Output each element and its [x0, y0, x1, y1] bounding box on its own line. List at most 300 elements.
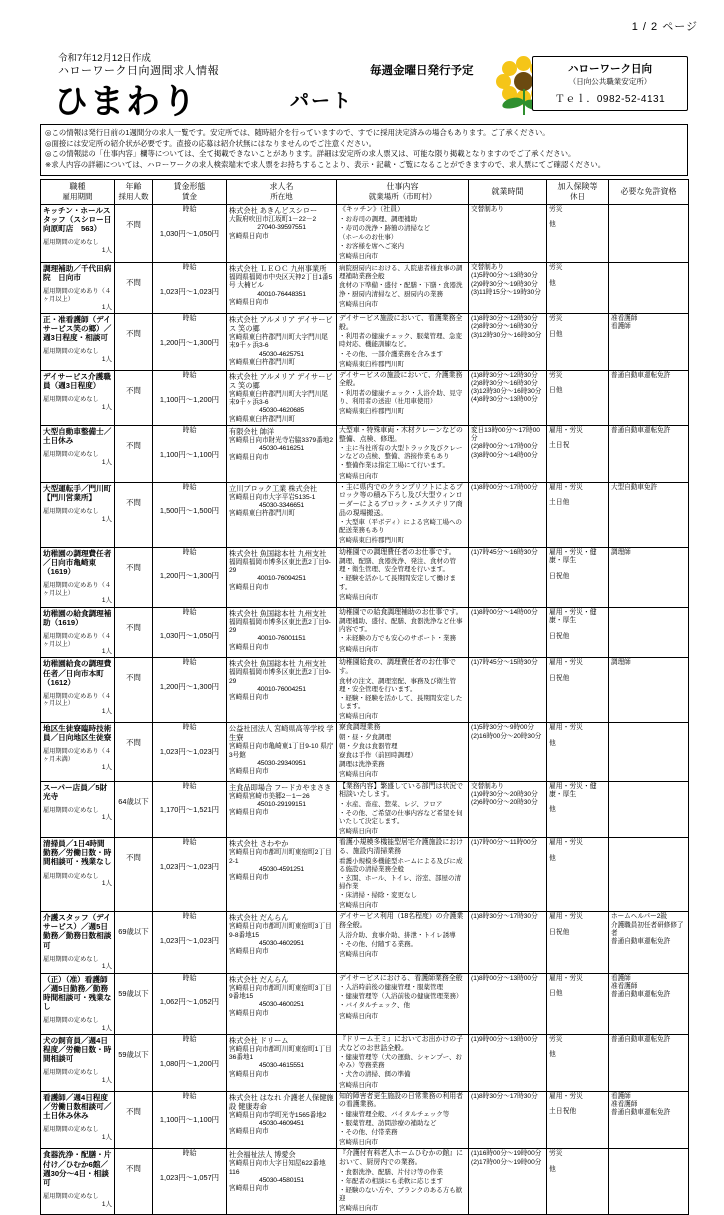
wage-amount: 1,200円～1,300円	[159, 337, 220, 347]
wage-form: 時給	[182, 659, 197, 667]
cell-license	[609, 425, 689, 482]
work-detail-line: 病院厨房内における、入院患者様食事の調理補助業務全般	[339, 265, 463, 281]
wage-amount: 1,030円～1,050円	[159, 228, 220, 238]
cell-hours	[469, 314, 547, 371]
cell-occupation	[41, 314, 115, 371]
work-location: 宮崎県東臼杵郡門川町	[339, 537, 404, 545]
cell-age	[115, 781, 153, 838]
work-hours-line: 交替制あり	[471, 264, 504, 272]
work-detail-line: ・その他、一部介護業務を含みます	[339, 350, 443, 358]
cell-license	[609, 723, 689, 781]
table-body	[41, 204, 689, 1214]
company-address: 福岡県福岡市博多区東比恵2丁目9-29	[229, 618, 331, 634]
holiday-value: 土日祝他	[549, 1108, 577, 1116]
cell-company	[227, 314, 337, 371]
cell-occupation	[41, 425, 115, 482]
wage-amount: 1,023円～1,023円	[159, 862, 220, 872]
page-number: 1 / 2 ページ	[631, 21, 698, 33]
company-municipality: 宮崎県東臼杵郡門川町	[229, 415, 295, 423]
age-limit: 不問	[126, 738, 141, 748]
employment-period: 雇用期間の定めなし	[43, 348, 99, 356]
cell-occupation	[41, 547, 115, 607]
table-row	[41, 912, 689, 973]
cell-wage	[153, 547, 227, 607]
company-address: 宮崎県宮崎市美郷2－1ー26	[229, 792, 310, 800]
cell-hours	[469, 1091, 547, 1149]
company-address: 宮崎県日向市学町光寺1565番地2	[229, 1111, 327, 1119]
company-address: 宮崎県日向市都町川町東宿町1丁目36番地1	[229, 1045, 332, 1062]
job-number: 27040-39597551	[257, 224, 306, 232]
work-summary: ・主に県内でのクランプリフトによるブロック等の積み下ろし及び大型ウィンローダーによるブロック・エクステリア商品の現場搬送。	[339, 483, 463, 517]
notice-block	[40, 124, 688, 176]
cell-license	[609, 482, 689, 547]
occupation-title: 調理補助／千代田病院 日向市	[43, 264, 112, 283]
wage-amount: 1,100円～1,100円	[159, 449, 220, 459]
table-row	[41, 1034, 689, 1091]
age-limit: 59歳以下	[118, 1049, 149, 1059]
work-location: 宮崎県日向市	[339, 1205, 378, 1213]
work-detail-line: ・その他、付帯業務	[339, 1129, 398, 1137]
cell-wage	[153, 314, 227, 371]
col-wage-bottom: 賃金	[182, 191, 197, 201]
cell-hours	[469, 425, 547, 482]
occupation-title: 幼稚園の給食調理補助（1619）	[43, 608, 112, 627]
col-hours	[469, 179, 547, 204]
insurance-value: 雇用・労災・健康・厚生	[549, 548, 597, 565]
company-municipality: 宮崎県日向市	[229, 874, 269, 882]
publication-schedule: 毎週金曜日発行予定	[370, 65, 474, 77]
work-detail-line: ・その他、付随する業務。	[339, 940, 417, 948]
work-hours-line: (4)8時30分～13時00分	[471, 396, 538, 404]
work-detail-line: ・バイタルチェック、他	[339, 1002, 411, 1010]
cell-hours	[469, 607, 547, 658]
cell-company	[227, 547, 337, 607]
license-line: 普通自動車運転免許	[611, 1109, 671, 1117]
age-limit: 不問	[126, 673, 141, 683]
col-age-top: 年齢	[125, 181, 142, 191]
company-address: 宮崎県日向市大字平岩5135-1	[229, 493, 316, 501]
table-row	[41, 1149, 689, 1215]
company-name: 株式会社 ＬＥＯＣ 九州事業所	[229, 264, 327, 274]
header-subtitle: ハローワーク日向週間求人情報	[58, 65, 219, 77]
work-detail-line: 入浴介助、食事介助、排泄・トイレ誘導	[339, 931, 456, 939]
hire-count: 1人	[101, 1076, 112, 1084]
insurance-value: 労災	[549, 205, 563, 213]
work-hours-line: (2)6時00分～20時30分	[471, 798, 538, 806]
cell-age	[115, 1149, 153, 1215]
holiday-value: 他	[549, 739, 556, 747]
wage-amount: 1,500円～1,500円	[159, 506, 220, 516]
work-hours-line: (2)17時00分～19時00分	[471, 1158, 542, 1166]
insurance-value: 雇用・労災	[549, 1092, 583, 1100]
table-row	[41, 607, 689, 658]
hire-count: 1人	[101, 303, 112, 311]
work-summary: 『介護付有料老人ホームひむかの館』において、厨房内での業務。	[339, 1150, 464, 1167]
company-name: 株式会社 アルメリア デイサービス 笑の郷	[229, 315, 333, 334]
holiday-value: 他	[549, 1051, 556, 1059]
age-limit: 不問	[126, 853, 141, 863]
cell-wage	[153, 370, 227, 425]
cell-wage	[153, 204, 227, 262]
license-line: 大型自動車免許	[611, 483, 658, 491]
occupation-title: デイサービス介護職員（週3日程度）	[43, 371, 111, 390]
occupation-title: 幼稚園の調理費任者／日向市亀崎東（1619）	[43, 548, 112, 576]
license-line: 看護師	[611, 974, 631, 982]
company-address: 宮崎県日向市亀崎東1丁目9-10 県庁3号館	[229, 743, 334, 759]
license-line: 准看護師	[611, 315, 638, 323]
company-municipality: 宮崎県日向市	[229, 1128, 269, 1136]
col-occupation	[41, 179, 115, 204]
occupation-title: 看護師／週4日程度／労働日数相談可／土日休み休み	[43, 1092, 112, 1120]
cell-insurance	[547, 547, 609, 607]
col-work-bottom: 就業場所（市町村）	[368, 191, 437, 201]
col-license-top: 必要な免許資格	[620, 186, 677, 196]
wage-form: 時給	[182, 839, 197, 847]
work-hours-line: (2)8時30分～16時30分	[471, 323, 538, 331]
holiday-value: 日他	[549, 387, 563, 395]
cell-license	[609, 204, 689, 262]
work-detail-line: ・食器洗浄、配膳、片付け等の作業	[339, 1168, 443, 1176]
wage-form: 時給	[182, 205, 197, 213]
work-detail-line: 食材の注文、調理室配、事務及び衛生管理・安全管理を行います。	[339, 677, 456, 693]
age-limit: 59歳以下	[118, 988, 149, 998]
company-name: 株式会社 魚国総本社 九州支社	[229, 659, 327, 669]
work-detail-line: ・服薬管理、訪問診療の補助など	[339, 1120, 437, 1128]
company-municipality: 宮崎県日向市	[229, 583, 269, 591]
wage-form: 時給	[182, 371, 197, 379]
company-name: 株式会社 魚国総本社 九州支社	[229, 608, 327, 618]
company-address: 宮崎県日向市財光寺岩脇3379番地2	[229, 436, 334, 444]
holiday-value: 他	[549, 279, 556, 287]
wage-amount: 1,080円～1,200円	[159, 1058, 220, 1068]
cell-company	[227, 838, 337, 912]
insurance-value: 労災	[549, 264, 563, 272]
cell-hours	[469, 838, 547, 912]
work-hours-line: (3)12時30分～16時30分	[471, 331, 542, 339]
cell-insurance	[547, 482, 609, 547]
cell-insurance	[547, 204, 609, 262]
holiday-value: 日祝他	[549, 632, 570, 640]
cell-work	[337, 912, 469, 973]
work-hours-line: (1)8時00分～14時00分	[471, 608, 538, 616]
work-summary: 知的障害者更生施設の日常業務の利用者の看護業務。	[339, 1092, 464, 1109]
title-part-label: パート	[290, 91, 354, 112]
cell-work	[337, 1149, 469, 1215]
cell-insurance	[547, 912, 609, 973]
cell-license	[609, 781, 689, 838]
cell-wage	[153, 781, 227, 838]
cell-work	[337, 1091, 469, 1149]
cell-insurance	[547, 781, 609, 838]
cell-work	[337, 607, 469, 658]
col-occupation-top: 職種	[69, 181, 86, 191]
cell-company	[227, 425, 337, 482]
work-summary: 看護小規模多機能型居宅介護施設における、施設内清掃業務	[339, 839, 464, 855]
col-company-bottom: 所在地	[270, 191, 293, 201]
work-summary: デイサービスにおける、看護師業務全般	[339, 974, 463, 982]
company-name: 株式会社 ドリーム	[229, 1035, 289, 1045]
work-hours-line: (1)5時00分～13時30分	[471, 272, 538, 280]
employment-period: 雇用期間の定めあり（４ヶ月以上）	[43, 632, 112, 648]
cell-insurance	[547, 1091, 609, 1149]
wage-form: 時給	[182, 913, 197, 921]
cell-hours	[469, 658, 547, 723]
cell-occupation	[41, 973, 115, 1034]
employment-period: 雇用期間の定めなし	[43, 1192, 99, 1200]
company-municipality: 宮崎県日向市	[229, 299, 269, 307]
company-address: 宮崎県日向市都町川町東宿町3丁目9-8番地15	[229, 923, 332, 939]
work-summary: 『ドリーム王ミ』においてお出かけの子犬などのお世話全般。	[339, 1035, 464, 1052]
table-row	[41, 838, 689, 912]
job-number: 45030-4615551	[258, 1062, 305, 1070]
company-address: 宮崎県日向市大字日知屋622番地116	[229, 1160, 326, 1176]
cell-hours	[469, 482, 547, 547]
work-hours-line: (1)8時00分～17時00分	[471, 483, 538, 491]
license-line: 普通自動車運転免許	[611, 937, 671, 945]
work-location: 宮崎県日向市	[339, 771, 378, 779]
cell-age	[115, 263, 153, 314]
table-row	[41, 263, 689, 314]
occupation-title: 大型自動車整備士／土日休み	[43, 426, 112, 446]
cell-wage	[153, 425, 227, 482]
cell-work	[337, 1034, 469, 1091]
work-hours-line: (1)9時30分～20時30分	[471, 790, 538, 798]
company-municipality: 宮崎県東臼杵郡門川町	[229, 358, 295, 366]
insurance-value: 雇用・労災・健康・厚生	[549, 608, 597, 625]
cell-company	[227, 658, 337, 723]
occupation-title: キッチン・ホールスタッフ（スシロー日向原町店 563）	[43, 205, 112, 234]
notice-line-1: ◎この情報は発行日前の1週間分の求人一覧です。安定所では、随時紹介を行っていますので、すでに採用決定済みの場合もあります。ご了承ください。	[45, 128, 550, 137]
wage-amount: 1,023円～1,023円	[159, 747, 220, 757]
work-hours-line: (1)7時45分～16時30分	[471, 548, 538, 556]
work-detail-line: ・犬舎の清掃、餌の準備	[339, 1071, 411, 1079]
company-name: 立川ブロック工業 株式会社	[229, 483, 318, 493]
job-number: 40010-76448351	[257, 290, 306, 298]
company-name: 株式会社 はなれ 介護老人保健施設 健康寿命	[229, 1092, 334, 1111]
cell-occupation	[41, 263, 115, 314]
wage-form: 時給	[182, 426, 197, 434]
cell-occupation	[41, 607, 115, 658]
holiday-value: 他	[549, 221, 556, 229]
work-detail-line: ・未経験の方でも安心のサポート・業務	[339, 635, 456, 643]
company-name: 株式会社 だんらん	[229, 913, 289, 923]
cell-occupation	[41, 370, 115, 425]
col-work-top: 仕事内容	[386, 181, 419, 191]
work-detail-line: ・健康管理等（犬の運動、シャンプー、おやみ）等務業務	[339, 1054, 462, 1070]
employment-period: 雇用期間の定めなし	[43, 806, 99, 814]
cell-hours	[469, 723, 547, 781]
holiday-value: 日祝他	[549, 674, 570, 682]
work-detail-line: ・玄関、ホール、トイレ、浴室、部屋の清掃作業	[339, 874, 462, 890]
job-number: 45030-4600251	[258, 1001, 305, 1009]
holiday-value: 他	[549, 806, 556, 814]
col-company	[227, 179, 337, 204]
insurance-value: 雇用・労災	[549, 426, 583, 434]
wage-amount: 1,200円～1,300円	[159, 571, 220, 581]
job-number: 45010-29199151	[257, 800, 306, 808]
table-row	[41, 781, 689, 838]
cell-hours	[469, 547, 547, 607]
company-name: 株式会社 さわやか	[229, 839, 289, 849]
cell-age	[115, 314, 153, 371]
hire-count: 1人	[101, 708, 112, 716]
company-municipality: 宮崎県日向市	[229, 1070, 269, 1078]
insurance-value: 雇用・労災・健康・厚生	[549, 782, 597, 798]
table-row	[41, 314, 689, 371]
job-number: 45030-3346651	[258, 501, 305, 509]
holiday-value: 日祝他	[549, 572, 570, 580]
work-detail-line: 食材の下準備・盛付・配膳・下膳・食器洗浄・厨房内清掃など、厨房内の業務	[339, 282, 463, 298]
work-summary: 寮食調理業務	[339, 724, 381, 732]
company-name: 株式会社 だんらん	[229, 974, 289, 984]
created-date: 令和7年12月12日作成	[58, 53, 151, 64]
col-insurance-bottom: 休日	[570, 191, 585, 201]
cell-work	[337, 973, 469, 1034]
company-municipality: 宮崎県日向市	[229, 809, 269, 817]
cell-company	[227, 263, 337, 314]
wage-form: 時給	[182, 1092, 197, 1100]
cell-hours	[469, 973, 547, 1034]
table-row	[41, 547, 689, 607]
company-address: 福岡県福岡市博多区東比恵2丁目9-29	[229, 669, 331, 685]
job-number: 45030-29340951	[257, 759, 306, 767]
bulletin-header	[40, 48, 688, 122]
work-hours-line: (2)8時00分～17時00分	[471, 443, 538, 451]
work-detail-line: （ホールのお仕事）	[339, 233, 398, 241]
cell-license	[609, 370, 689, 425]
work-detail-line: ・利用者の健康チェック・入浴介助、見守り、利用者の送迎（社用車使用）	[339, 390, 463, 406]
work-detail-line: 朝・昼・夕食調理	[339, 733, 391, 741]
work-summary: デイサービスの施設において、介護業務全般。	[339, 371, 463, 388]
wage-amount: 1,023円～1,057円	[159, 1173, 220, 1183]
company-municipality: 宮崎県日向市	[229, 1185, 269, 1193]
cell-work	[337, 547, 469, 607]
work-hours-line: (1)8時30分～12時30分	[471, 371, 538, 379]
company-address: 福岡県福岡市博多区東比恵2丁目9-29	[229, 558, 331, 574]
license-line: ホームヘルパー2級	[611, 913, 667, 921]
company-municipality: 宮崎県日向市	[229, 694, 269, 702]
age-limit: 不問	[126, 278, 141, 288]
occupation-title: 犬の飼育員／週4日程度／労働日数・時間相談可	[43, 1035, 112, 1064]
cell-company	[227, 204, 337, 262]
license-line: 看護師	[611, 1092, 631, 1100]
cell-age	[115, 838, 153, 912]
work-detail-line: ・大型車（平ボディ）による宮崎工場への配送業務もあり	[339, 519, 462, 535]
age-limit: 不問	[126, 622, 141, 632]
office-info-box	[532, 56, 688, 111]
work-hours-line: 変日13時00分～17時00分	[471, 426, 540, 443]
insurance-value: 労災	[549, 315, 563, 323]
work-location: 宮崎県日向市	[339, 593, 378, 601]
license-line: 准看護師	[611, 982, 638, 990]
work-detail-line: ・その他、ご希望の仕事内容など希望を伺いたして決定します。	[339, 809, 463, 826]
work-detail-line: ・健康管理等（入浴前後の健康管理業務）	[339, 993, 463, 1001]
insurance-value: 雇用・労災	[549, 839, 583, 847]
work-location: 宮崎県日向市	[339, 645, 378, 653]
work-hours-line: (2)8時30分～16時30分	[471, 380, 538, 388]
occupation-title: 清掃員／1日4時間勤務／労働日数・時間相談可・残業なし	[43, 839, 112, 867]
insurance-value: 労災	[549, 371, 563, 379]
table-row	[41, 425, 689, 482]
employment-period: 雇用期間の定めあり（４ヶ月未満）	[43, 748, 112, 764]
company-municipality: 宮崎県東臼杵郡門川町	[229, 510, 295, 518]
work-detail-line: 調理補助、盛付、配膳、食器洗浄など仕事内容です。	[339, 618, 463, 634]
cell-work	[337, 658, 469, 723]
employment-period: 雇用期間の定めあり（４ヶ月以上）	[43, 288, 112, 304]
cell-age	[115, 723, 153, 781]
work-hours-line: (1)16時00分～19時00分	[471, 1150, 542, 1158]
company-name: 株式会社 魚国総本社 九州支社	[229, 548, 327, 558]
cell-wage	[153, 607, 227, 658]
cell-work	[337, 425, 469, 482]
hire-count: 1人	[101, 963, 112, 971]
occupation-title: 食器洗浄・配膳・片付け／ひむか6館／週30分～4日・相談可	[43, 1150, 112, 1187]
wage-form: 時給	[182, 264, 197, 272]
col-age-bottom: 採用人数	[118, 191, 149, 201]
occupation-title: 介護スタッフ（デイサービス）／週5日勤務／勤務日数相談可	[43, 913, 112, 950]
hire-count: 1人	[101, 597, 112, 605]
work-summary: 幼稚園での調理費任者のお仕事です。	[339, 548, 456, 556]
cell-occupation	[41, 838, 115, 912]
cell-age	[115, 1091, 153, 1149]
work-location: 宮崎県日向市	[339, 828, 378, 836]
work-location: 宮崎県日向市	[339, 1081, 378, 1089]
hire-count: 1人	[101, 814, 112, 822]
insurance-value: 雇用・労災	[549, 483, 583, 491]
cell-company	[227, 482, 337, 547]
office-name: ハローワーク日向	[568, 63, 652, 75]
cell-wage	[153, 973, 227, 1034]
holiday-value: 土日祝	[549, 442, 570, 450]
age-limit: 不問	[126, 440, 141, 450]
cell-insurance	[547, 314, 609, 371]
cell-hours	[469, 370, 547, 425]
hire-count: 1人	[101, 515, 112, 523]
license-line: 調理師	[611, 548, 631, 556]
col-company-top: 求人名	[269, 181, 294, 191]
wage-form: 時給	[182, 548, 197, 556]
employment-period: 雇用期間の定めなし	[43, 1125, 99, 1133]
work-hours-line: (1)8時30分～12時30分	[471, 315, 538, 323]
wage-amount: 1,030円～1,050円	[159, 631, 220, 641]
wage-amount: 1,023円～1,023円	[159, 286, 220, 296]
cell-age	[115, 547, 153, 607]
hire-count: 1人	[101, 458, 112, 466]
cell-work	[337, 781, 469, 838]
work-detail-line: ・寿司の洗浄・跡簡の清掃など	[339, 224, 430, 232]
cell-license	[609, 547, 689, 607]
col-insurance-top: 加入保険等	[557, 181, 598, 191]
job-number: 45030-4625751	[258, 350, 305, 358]
company-municipality: 宮崎県日向市	[229, 948, 269, 956]
holiday-value: 日他	[549, 330, 563, 338]
cell-license	[609, 1149, 689, 1215]
work-hours-line: (2)16時00分～20時30分	[471, 732, 542, 740]
insurance-value: 雇用・労災	[549, 659, 583, 667]
wage-form: 時給	[182, 724, 197, 732]
hire-count: 1人	[101, 247, 112, 255]
work-detail-line: 朝・夕食は食器管理	[339, 743, 398, 751]
cell-work	[337, 314, 469, 371]
cell-company	[227, 370, 337, 425]
cell-company	[227, 1034, 337, 1091]
work-summary: デイサービス施設において、看護業務全般。	[339, 315, 463, 331]
occupation-title: スーパー店員／5財光寺	[43, 782, 108, 801]
cell-work	[337, 263, 469, 314]
notice-line-2: ◎面接には安定所の紹介状が必要です。直接の応募は紹介状無にはなりませんのでご注意ください。	[45, 138, 377, 148]
cell-license	[609, 912, 689, 973]
work-detail-line: 調理は洗浄業務	[339, 761, 385, 769]
